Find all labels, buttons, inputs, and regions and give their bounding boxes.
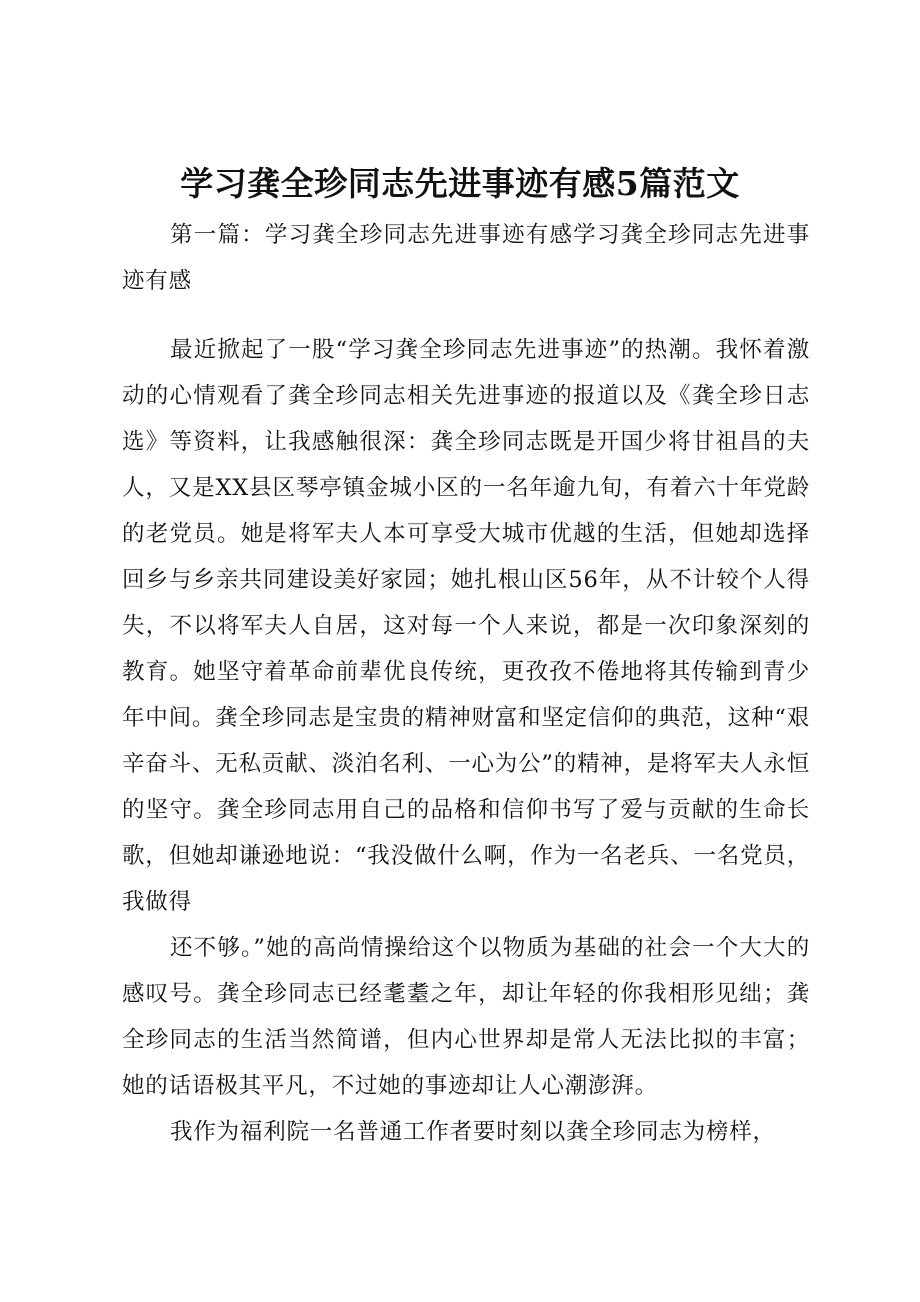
paragraph: 还不够。”她的高尚情操给这个以物质为基础的社会一个大大的感叹号。龚全珍同志已经耄耋之年，却让年轻的你我相形见绌；龚全珍同志的生活当然简谱，但内心世界却是常人无法比拟的丰富；她的话语极其平凡，不过她的事迹却让人心潮澎湃。 <box>122 935 810 1099</box>
paragraph: 我作为福利院一名普通工作者要时刻以龚全珍同志为榜样， <box>170 1119 776 1145</box>
paragraph: 最近掀起了一股“学习龚全珍同志先进事迹”的热潮。我怀着激动的心情观看了龚全珍同志相关先进事迹的报道以及《龚全珍日志选》等资料，让我感触很深：龚全珍同志既是开国少将甘祖昌的夫人，又是XX县区琴亭镇金城小区的一名年逾九旬，有着六十年党龄的老党员。她是将军夫人本可享受大城市优越的生活，但她却选择回乡与乡亲共同建设美好家园；她扎根山区56年，从不计较个人得失，不以将军夫人自居，这对每一个人来说，都是一次印象深刻的教育。她坚守着革命前辈优良传统，更孜孜不倦地将其传输到青少年中间。龚全珍同志是宝贵的精神财富和坚定信仰的典范，这种“艰辛奋斗、无私贡献、淡泊名利、一心为公”的精神，是将军夫人永恒的坚守。龚全珍同志用自己的品格和信仰书写了爱与贡献的生命长歌，但她却谦逊地说：“我没做什么啊，作为一名老兵、一名党员，我做得 <box>122 337 811 915</box>
document-title: 学习龚全珍同志先进事迹有感5篇范文 <box>180 164 740 203</box>
paragraph-heading: 第一篇：学习龚全珍同志先进事迹有感学习龚全珍同志先进事迹有感 <box>122 222 810 294</box>
document-body <box>122 212 810 1155</box>
